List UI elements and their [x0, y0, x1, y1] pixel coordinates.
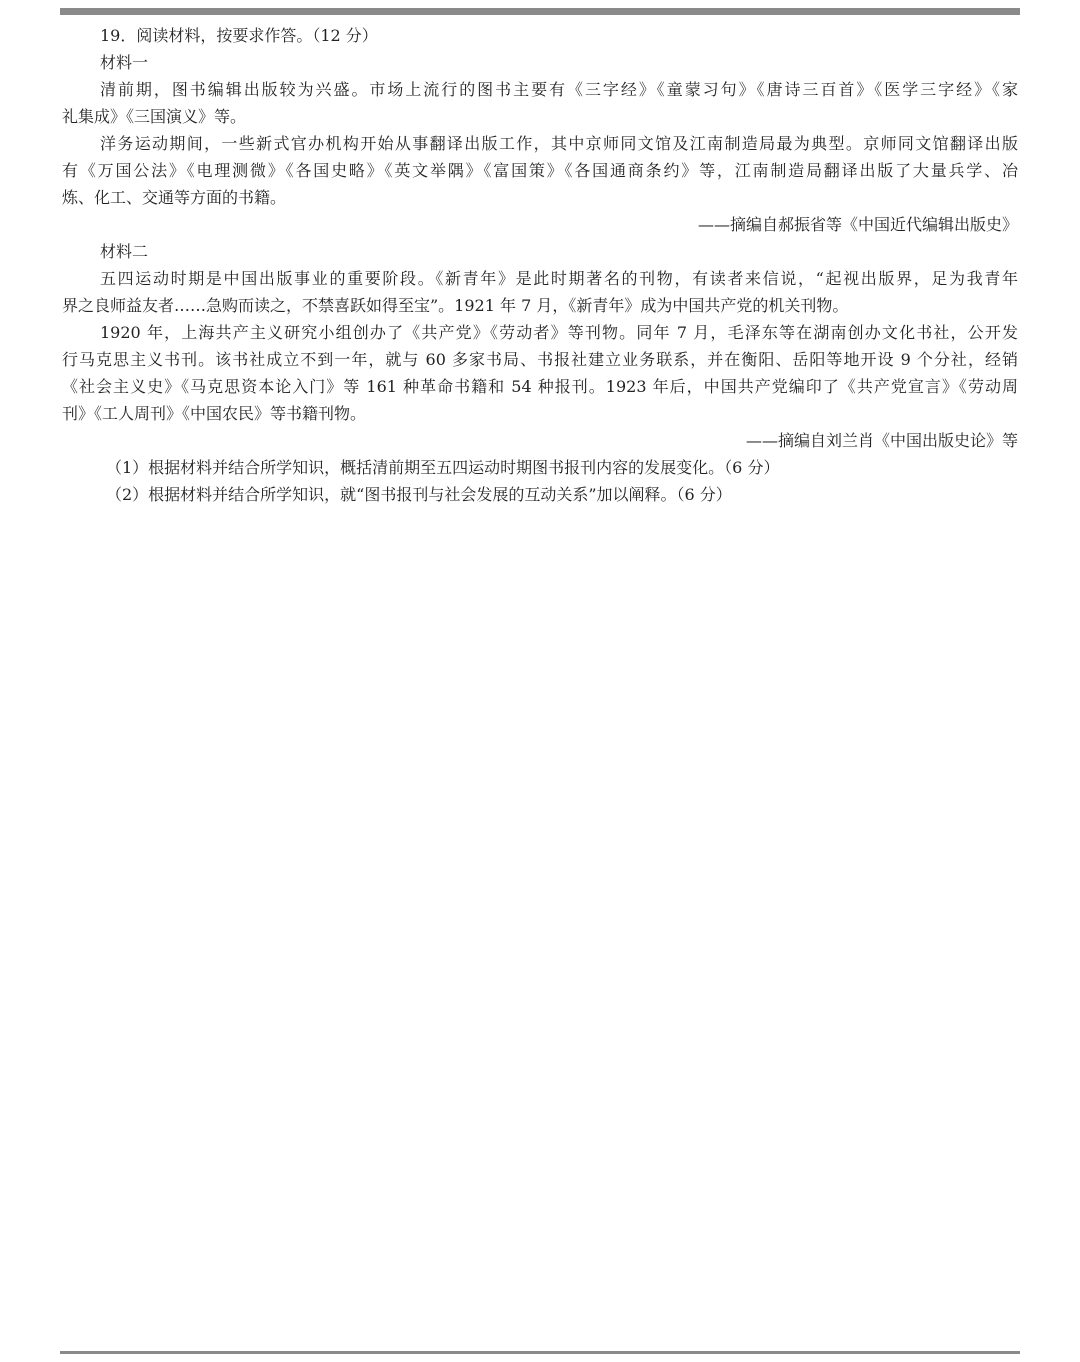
material2-paragraph2-line2: 行马克思主义书刊。该书社成立不到一年，就与 60 多家书局、书报社建立业务联系，并在衡阳、岳阳等地开设 9 个分社，经销 — [62, 350, 1018, 369]
material2-paragraph1-line1: 五四运动时期是中国出版事业的重要阶段。《新青年》是此时期著名的刊物，有读者来信说，“起视出版界，足为我青年 — [100, 269, 1018, 288]
material2-paragraph2-line4: 刊》《工人周刊》《中国农民》等书籍刊物。 — [62, 404, 367, 423]
material2-label: 材料二 — [100, 242, 149, 261]
sub-question-2: （2）根据材料并结合所学知识，就“图书报刊与社会发展的互动关系”加以阐释。（6 分） — [106, 485, 732, 504]
question-block — [62, 22, 1018, 508]
material1-paragraph2-line3: 炼、化工、交通等方面的书籍。 — [62, 188, 287, 207]
material1-paragraph1-line2: 礼集成》《三国演义》等。 — [62, 107, 247, 126]
material2-paragraph2-line1: 1920 年，上海共产主义研究小组创办了《共产党》《劳动者》等刊物。同年 7 月，毛泽东等在湖南创办文化书社，公开发 — [100, 323, 1018, 342]
material2-paragraph1-line2: 界之良师益友者……急购而读之，不禁喜跃如得至宝”。1921 年 7 月，《新青年》成为中国共产党的机关刊物。 — [62, 296, 849, 315]
question-header: 19．阅读材料，按要求作答。（12 分） — [100, 26, 378, 45]
sub-question-1: （1）根据材料并结合所学知识，概括清前期至五四运动时期图书报刊内容的发展变化。（6 分） — [106, 458, 780, 477]
material1-paragraph2-line2: 有《万国公法》《电理测微》《各国史略》《英文举隅》《富国策》《各国通商条约》等，江南制造局翻译出版了大量兵学、冶 — [62, 161, 1018, 180]
top-rule — [60, 8, 1020, 15]
material1-label: 材料一 — [100, 53, 149, 72]
material1-paragraph1-line1: 清前期，图书编辑出版较为兴盛。市场上流行的图书主要有《三字经》《童蒙习句》《唐诗三百首》《医学三字经》《家 — [100, 80, 1018, 99]
material2-paragraph2-line3: 《社会主义史》《马克思资本论入门》等 161 种革命书籍和 54 种报刊。1923 年后，中国共产党编印了《共产党宣言》《劳动周 — [62, 377, 1018, 396]
material2-source: ——摘编自刘兰肖《中国出版史论》等 — [745, 431, 1018, 450]
material1-source: ——摘编自郝振省等《中国近代编辑出版史》 — [697, 215, 1018, 234]
bottom-rule — [60, 1351, 1020, 1354]
material1-paragraph2-line1: 洋务运动期间，一些新式官办机构开始从事翻译出版工作，其中京师同文馆及江南制造局最为典型。京师同文馆翻译出版 — [100, 134, 1018, 153]
